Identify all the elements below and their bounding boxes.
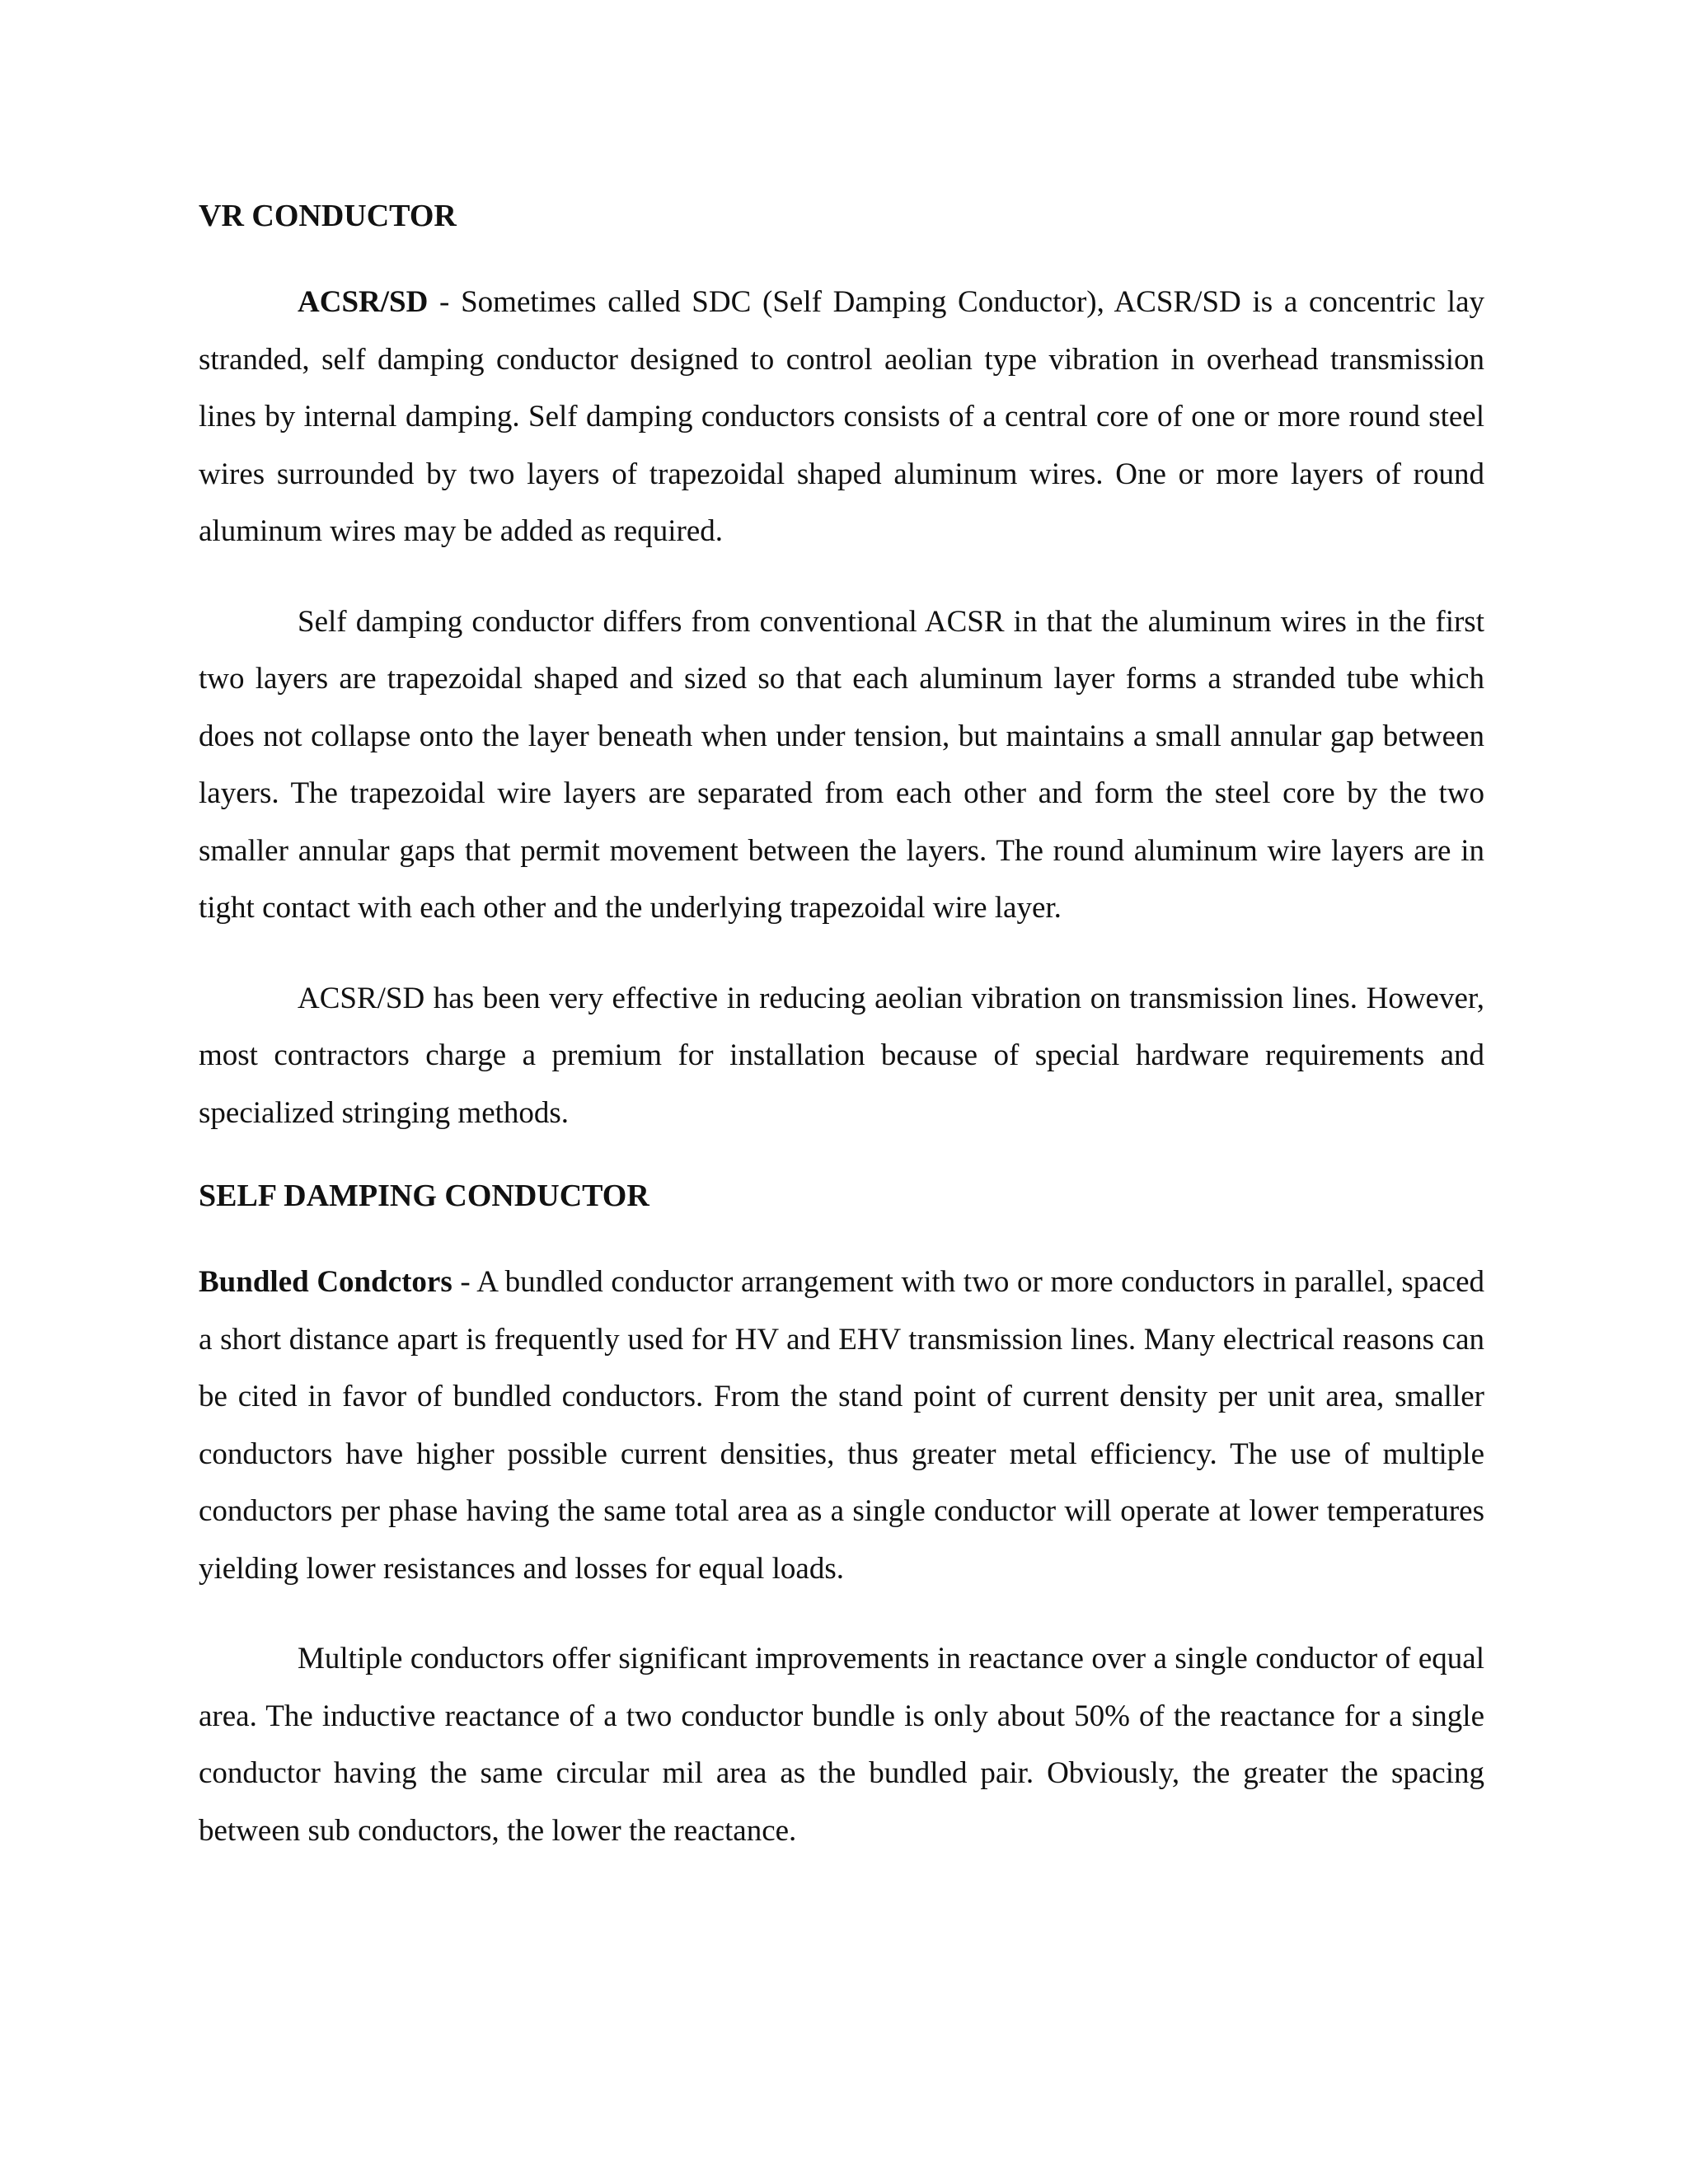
paragraph-self-damping-differs: Self damping conductor differs from conventional ACSR in that the aluminum wires in the first two layers are trapezoidal shaped and sized so that each aluminum layer forms a stranded tube which does not collapse onto the layer beneath when under tension, but maintains a small annular gap between layers. The trapezoidal wire layers are separated from each other and form the steel core by the two smaller annular gaps that permit movement between the layers. The round aluminum wire layers are in tight contact with each other and the underlying trapezoidal wire layer.	[199, 604, 1484, 925]
paragraph-multiple-conductors: Multiple conductors offer significant improvements in reactance over a single conductor of equal area. The inductive reactance of a two conductor bundle is only about 50% of the reactance for a single conductor having the same circular mil area as the bundled pair. Obviously, the greater the spacing between sub conductors, the lower the reactance.	[199, 1642, 1484, 1848]
term-bundled-conductors: Bundled Condctors	[199, 1265, 452, 1299]
heading-vr-conductor: VR CONDUCTOR	[199, 199, 457, 233]
paragraph-bundled-conductors-text: - A bundled conductor arrangement with two or more conductors in parallel, spaced a short distance apart is frequently used for HV and EHV transmission lines. Many electrical reasons can be cited in favor of bundled conductors. From the stand point of current density per unit area, smaller conductors have higher possible current densities, thus greater metal efficiency. The use of multiple conductors per phase having the same total area as a single conductor will operate at lower temperatures yielding lower resistances and losses for equal loads.	[199, 1265, 1484, 1586]
document-body	[199, 191, 1484, 1859]
paragraph-acsr-sd-text: - Sometimes called SDC (Self Damping Conductor), ACSR/SD is a concentric lay stranded, self damping conductor designed to control aeolian type vibration in overhead transmission lines by internal damping. Self damping conductors consists of a central core of one or more round steel wires surrounded by two layers of trapezoidal shaped aluminum wires. One or more layers of round aluminum wires may be added as required.	[199, 285, 1484, 548]
heading-self-damping-conductor: SELF DAMPING CONDUCTOR	[199, 1179, 649, 1213]
paragraph-acsr-sd-effective: ACSR/SD has been very effective in reducing aeolian vibration on transmission lines. However, most contractors charge a premium for installation because of special hardware requirements and specialized stringing methods.	[199, 981, 1484, 1130]
term-acsr-sd: ACSR/SD	[298, 285, 429, 319]
paragraph-acsr-sd	[199, 274, 1484, 560]
paragraph-bundled-conductors	[199, 1254, 1484, 1597]
